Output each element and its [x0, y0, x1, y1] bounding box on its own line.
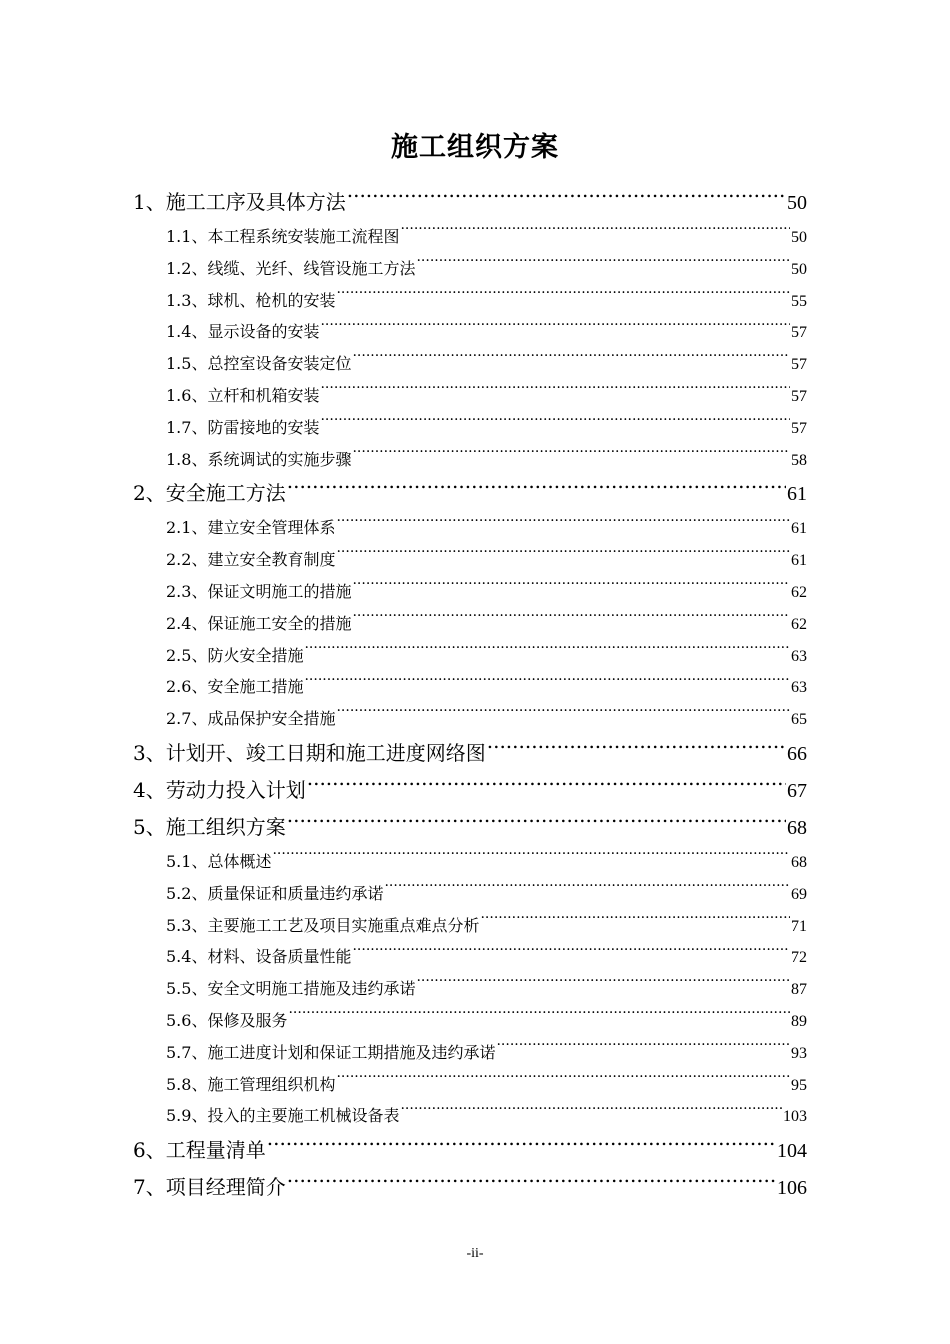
toc-entry-title: 安全文明施工措施及违约承诺 — [207, 979, 416, 999]
toc-entry-title: 施工管理组织机构 — [207, 1074, 336, 1094]
toc-entry-3[interactable] — [133, 735, 807, 772]
dot-leader — [320, 417, 790, 433]
toc-entry-5-6[interactable] — [133, 1005, 807, 1037]
toc-entry-page: 68 — [787, 816, 807, 839]
toc-entry-1[interactable] — [133, 184, 807, 221]
toc-entry-number: 6、 — [133, 1138, 166, 1163]
toc-entry-page: 63 — [791, 679, 807, 697]
dot-leader — [400, 226, 790, 242]
dot-leader — [352, 353, 790, 369]
toc-entry-2-1[interactable] — [133, 512, 807, 544]
toc-entry-title: 安全施工措施 — [207, 677, 304, 697]
toc-entry-page: 50 — [791, 229, 807, 246]
toc-entry-title: 建立安全管理体系 — [207, 518, 336, 538]
toc-entry-title: 主要施工工艺及项目实施重点难点分析 — [207, 915, 480, 935]
toc-entry-title: 保修及服务 — [207, 1010, 288, 1030]
toc-entry-number: 5.6、 — [166, 1010, 208, 1030]
toc-entry-title: 建立安全教育制度 — [207, 550, 336, 570]
toc-entry-title: 劳动力投入计划 — [165, 777, 306, 802]
toc-entry-page: 66 — [787, 742, 807, 765]
dot-leader — [287, 480, 786, 500]
dot-leader — [336, 549, 790, 565]
dot-leader — [352, 946, 790, 962]
toc-entry-4[interactable] — [133, 772, 807, 809]
toc-entry-page: 61 — [787, 483, 807, 506]
toc-entry-number: 5.9、 — [166, 1106, 208, 1126]
toc-entry-number: 2.7、 — [166, 709, 208, 729]
toc-entry-page: 65 — [791, 711, 807, 729]
dot-leader — [352, 449, 790, 465]
toc-entry-number: 1.8、 — [166, 449, 208, 469]
toc-entry-1-1[interactable] — [133, 221, 807, 253]
table-of-contents — [133, 184, 807, 1206]
toc-entry-5-1[interactable] — [133, 846, 807, 878]
toc-entry-title: 线缆、光纤、线管设施工方法 — [207, 258, 416, 278]
toc-entry-number: 1.4、 — [166, 322, 208, 342]
toc-entry-number: 5.1、 — [166, 851, 208, 871]
toc-entry-page: 57 — [791, 356, 807, 374]
dot-leader — [496, 1042, 790, 1058]
dot-leader — [416, 258, 790, 274]
toc-entry-number: 5.8、 — [166, 1074, 208, 1094]
dot-leader — [320, 321, 790, 337]
toc-entry-page: 103 — [783, 1108, 807, 1126]
toc-entry-page: 68 — [791, 853, 807, 871]
dot-leader — [288, 1010, 790, 1026]
dot-leader — [416, 978, 790, 994]
toc-entry-5-3[interactable] — [133, 910, 807, 942]
toc-entry-number: 1.7、 — [166, 417, 208, 437]
toc-entry-number: 1.2、 — [166, 258, 208, 278]
toc-entry-title: 显示设备的安装 — [207, 322, 320, 342]
toc-entry-title: 系统调试的实施步骤 — [207, 449, 352, 469]
toc-entry-2-5[interactable] — [133, 640, 807, 672]
toc-entry-page: 61 — [791, 520, 807, 538]
dot-leader — [487, 740, 786, 760]
toc-entry-page: 57 — [791, 324, 807, 342]
toc-entry-page: 61 — [791, 552, 807, 570]
toc-entry-title: 总控室设备安装定位 — [207, 354, 352, 374]
dot-leader — [287, 1174, 776, 1194]
document-title: 施工组织方案 — [391, 132, 559, 163]
toc-entry-title: 材料、设备质量性能 — [207, 947, 352, 967]
toc-entry-page: 87 — [791, 981, 807, 999]
toc-entry-page: 62 — [791, 583, 807, 601]
toc-entry-number: 2.6、 — [166, 677, 208, 697]
toc-entry-page: 104 — [777, 1140, 807, 1163]
toc-entry-number: 2、 — [133, 481, 166, 506]
toc-entry-page: 58 — [791, 451, 807, 469]
dot-leader — [304, 676, 790, 692]
toc-entry-page: 95 — [791, 1076, 807, 1094]
dot-leader — [304, 645, 790, 661]
dot-leader — [272, 851, 790, 867]
dot-leader — [384, 883, 790, 899]
toc-entry-number: 1.6、 — [166, 385, 208, 405]
toc-entry-page: 62 — [791, 615, 807, 633]
toc-entry-page: 50 — [787, 192, 807, 214]
dot-leader — [267, 1137, 776, 1157]
toc-entry-page: 89 — [791, 1012, 807, 1030]
toc-entry-5-4[interactable] — [133, 941, 807, 973]
toc-entry-2-3[interactable] — [133, 576, 807, 608]
toc-entry-number: 2.3、 — [166, 581, 208, 601]
toc-entry-5-2[interactable] — [133, 878, 807, 910]
toc-entry-title: 成品保护安全措施 — [207, 709, 336, 729]
toc-entry-1-3[interactable] — [133, 285, 807, 317]
toc-entry-title: 防火安全措施 — [207, 645, 304, 665]
dot-leader — [307, 777, 786, 797]
toc-entry-page: 93 — [791, 1044, 807, 1062]
toc-entry-number: 1.3、 — [166, 290, 208, 310]
toc-entry-number: 1.5、 — [166, 354, 208, 374]
toc-entry-title: 投入的主要施工机械设备表 — [207, 1106, 400, 1126]
toc-entry-1-8[interactable] — [133, 444, 807, 476]
page-number-footer: -ii- — [466, 1246, 484, 1261]
toc-entry-title: 保证施工安全的措施 — [207, 613, 352, 633]
dot-leader — [336, 1074, 790, 1090]
toc-entry-number: 1、 — [133, 190, 166, 214]
toc-entry-page: 57 — [791, 387, 807, 405]
toc-entry-page: 67 — [787, 779, 807, 802]
toc-entry-title: 施工进度计划和保证工期措施及违约承诺 — [207, 1042, 496, 1062]
toc-entry-title: 保证文明施工的措施 — [207, 581, 352, 601]
toc-entry-title: 施工组织方案 — [165, 814, 286, 839]
toc-entry-number: 4、 — [133, 777, 166, 802]
toc-entry-number: 1.1、 — [166, 227, 208, 246]
toc-entry-title: 球机、枪机的安装 — [207, 290, 336, 310]
toc-entry-title: 防雷接地的安装 — [207, 417, 320, 437]
toc-entry-title: 计划开、竣工日期和施工进度网络图 — [165, 740, 486, 765]
toc-entry-6[interactable] — [133, 1132, 807, 1169]
toc-entry-page: 63 — [791, 647, 807, 665]
dot-leader — [320, 385, 790, 401]
toc-entry-title: 施工工序及具体方法 — [165, 190, 346, 214]
toc-entry-number: 5.7、 — [166, 1042, 208, 1062]
toc-entry-title: 工程量清单 — [165, 1138, 266, 1163]
toc-entry-1-6[interactable] — [133, 380, 807, 412]
toc-entry-2-7[interactable] — [133, 703, 807, 735]
toc-entry-5-8[interactable] — [133, 1069, 807, 1101]
toc-entry-1-4[interactable] — [133, 316, 807, 348]
dot-leader — [347, 189, 786, 209]
dot-leader — [352, 581, 790, 597]
toc-entry-number: 5.5、 — [166, 979, 208, 999]
toc-entry-page: 57 — [791, 419, 807, 437]
toc-entry-number: 2.1、 — [166, 518, 208, 538]
dot-leader — [336, 290, 790, 306]
toc-entry-5-5[interactable] — [133, 973, 807, 1005]
toc-entry-2-4[interactable] — [133, 608, 807, 640]
toc-entry-1-7[interactable] — [133, 412, 807, 444]
toc-entry-page: 69 — [791, 885, 807, 903]
toc-entry-2-6[interactable] — [133, 671, 807, 703]
toc-entry-page: 106 — [777, 1177, 807, 1200]
toc-entry-title: 总体概述 — [207, 851, 272, 871]
toc-entry-title: 本工程系统安装施工流程图 — [207, 227, 400, 246]
toc-entry-title: 质量保证和质量违约承诺 — [207, 883, 384, 903]
dot-leader — [336, 708, 790, 724]
toc-entry-number: 3、 — [133, 740, 166, 765]
dot-leader — [400, 1105, 782, 1121]
toc-entry-title: 立杆和机箱安装 — [207, 385, 320, 405]
toc-entry-title: 项目经理简介 — [165, 1175, 286, 1200]
toc-entry-title: 安全施工方法 — [165, 481, 286, 506]
toc-entry-number: 7、 — [133, 1175, 166, 1200]
toc-entry-page: 55 — [791, 292, 807, 310]
toc-entry-number: 5.2、 — [166, 883, 208, 903]
toc-entry-page: 72 — [791, 949, 807, 967]
toc-entry-1-5[interactable] — [133, 348, 807, 380]
toc-entry-number: 2.5、 — [166, 645, 208, 665]
toc-entry-2[interactable] — [133, 475, 807, 512]
toc-entry-page: 50 — [791, 260, 807, 278]
toc-entry-number: 5.4、 — [166, 947, 208, 967]
toc-entry-7[interactable] — [133, 1169, 807, 1206]
toc-entry-number: 2.2、 — [166, 550, 208, 570]
toc-entry-5[interactable] — [133, 809, 807, 846]
dot-leader — [480, 915, 790, 931]
toc-entry-2-2[interactable] — [133, 544, 807, 576]
toc-entry-number: 2.4、 — [166, 613, 208, 633]
dot-leader — [287, 814, 786, 834]
toc-entry-1-2[interactable] — [133, 253, 807, 285]
toc-entry-number: 5、 — [133, 814, 166, 839]
dot-leader — [352, 613, 790, 629]
toc-entry-page: 71 — [791, 917, 807, 935]
toc-entry-5-9[interactable] — [133, 1100, 807, 1132]
dot-leader — [336, 517, 790, 533]
toc-entry-number: 5.3、 — [166, 915, 208, 935]
toc-entry-5-7[interactable] — [133, 1037, 807, 1069]
